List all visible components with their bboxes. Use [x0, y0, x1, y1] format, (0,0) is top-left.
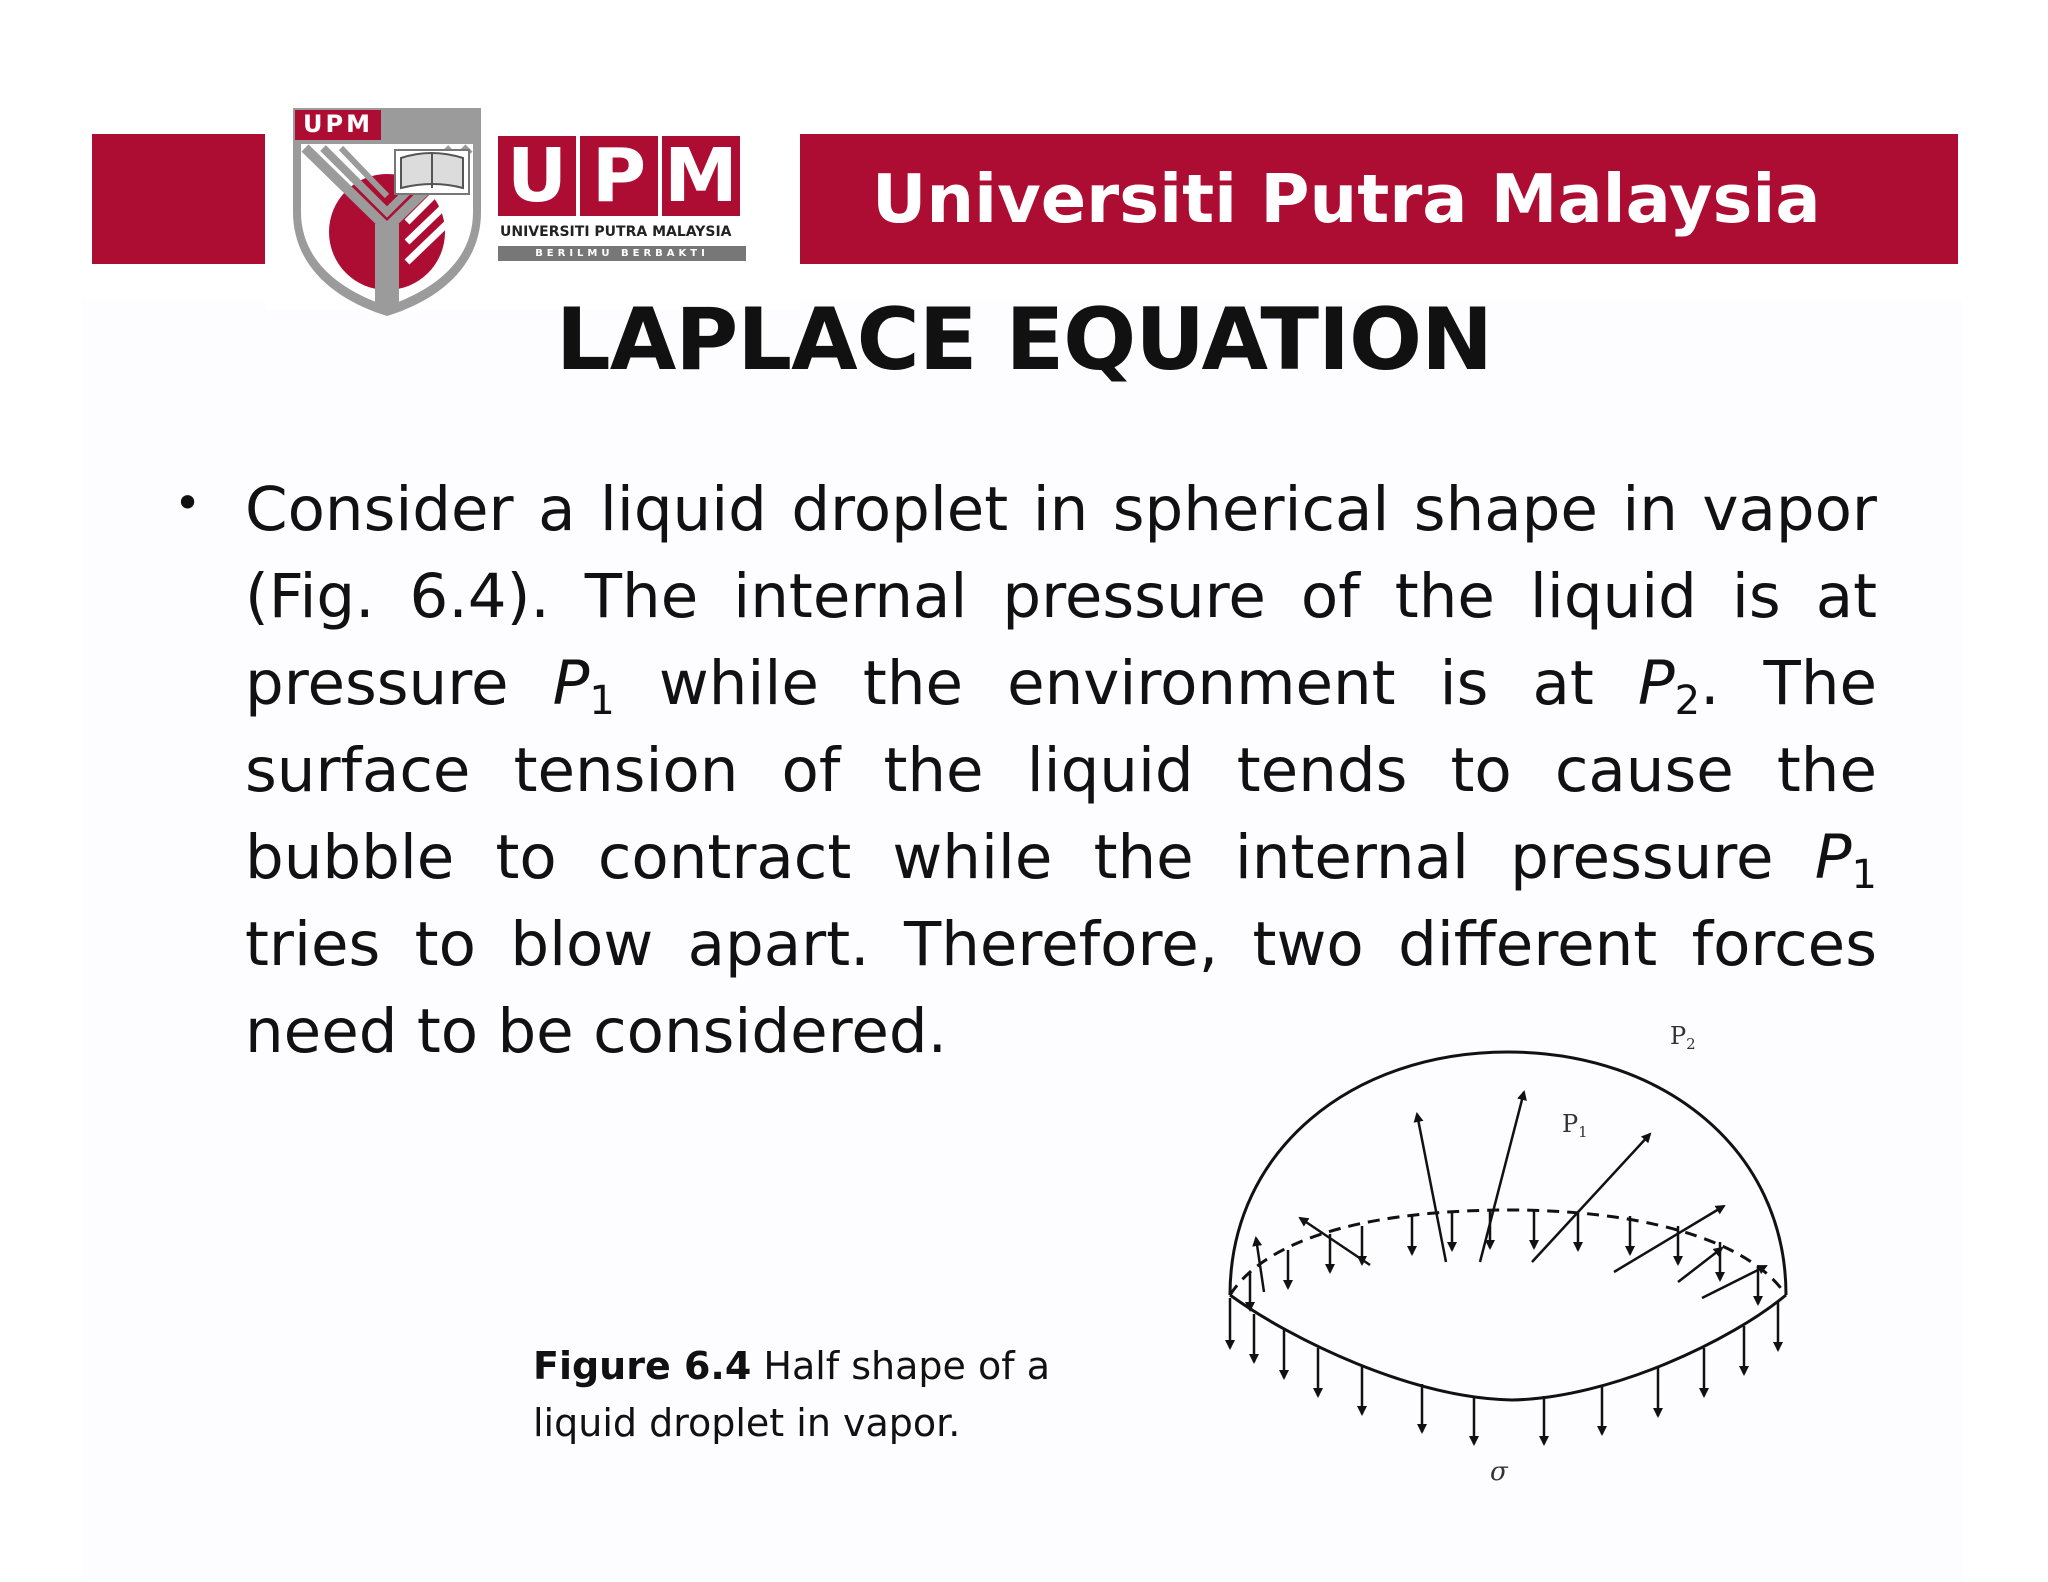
bullet-marker: •	[174, 476, 202, 530]
upm-wordmark	[498, 133, 750, 266]
droplet-diagram	[1212, 1010, 1800, 1500]
tension-arrows-back	[1250, 1210, 1758, 1310]
wordmark-letter: P	[580, 136, 658, 216]
pressure-symbol: P	[1637, 648, 1675, 719]
figure-caption-label: Figure 6.4	[533, 1344, 752, 1388]
paragraph-segment: Consider a liquid droplet in spherical shape in vapor (Fig. 6.4). The internal pressure of the liquid is at pressure	[245, 474, 1877, 719]
bullet-paragraph	[245, 466, 1877, 1075]
paragraph-segment: while the environment is at	[614, 648, 1638, 719]
label-outer-pressure: $P_2$	[1670, 1022, 1696, 1053]
droplet-base-rim	[1230, 1295, 1786, 1400]
wordmark-motto: BERILMU BERBAKTI	[498, 246, 746, 261]
label-surface-tension: σ	[1490, 1457, 1508, 1487]
paragraph-segment: tries to blow apart. Therefore, two different forces need to be considered.	[245, 909, 1877, 1067]
label-inner-pressure: $P_1$	[1562, 1110, 1588, 1141]
pressure-subscript: 2	[1674, 678, 1701, 724]
pressure-subscript: 1	[1851, 852, 1877, 898]
slide-title: LAPLACE EQUATION	[555, 290, 1493, 390]
pressure-symbol: P	[1814, 822, 1852, 893]
university-name: Universiti Putra Malaysia	[872, 160, 1821, 238]
tension-arrows-front	[1230, 1298, 1778, 1444]
figure-caption-text: Half shape of a liquid droplet in vapor.	[533, 1344, 1050, 1445]
droplet-surface	[1230, 1052, 1786, 1295]
figure-caption	[533, 1338, 1153, 1452]
crest-label: UPM	[303, 110, 373, 138]
header-band-left	[92, 134, 265, 264]
paragraph-segment: . The surface tension of the liquid tends to cause the bubble to contract while the internal pressure	[245, 648, 1878, 893]
pressure-subscript: 1	[589, 678, 615, 724]
droplet-back-rim	[1230, 1210, 1786, 1295]
header-band-right	[800, 134, 1958, 264]
wordmark-letter: U	[498, 136, 576, 216]
pressure-arrows	[1256, 1092, 1766, 1298]
pressure-symbol: P	[552, 648, 590, 719]
wordmark-letter: M	[662, 136, 740, 216]
wordmark-subtitle: UNIVERSITI PUTRA MALAYSIA	[500, 224, 732, 240]
